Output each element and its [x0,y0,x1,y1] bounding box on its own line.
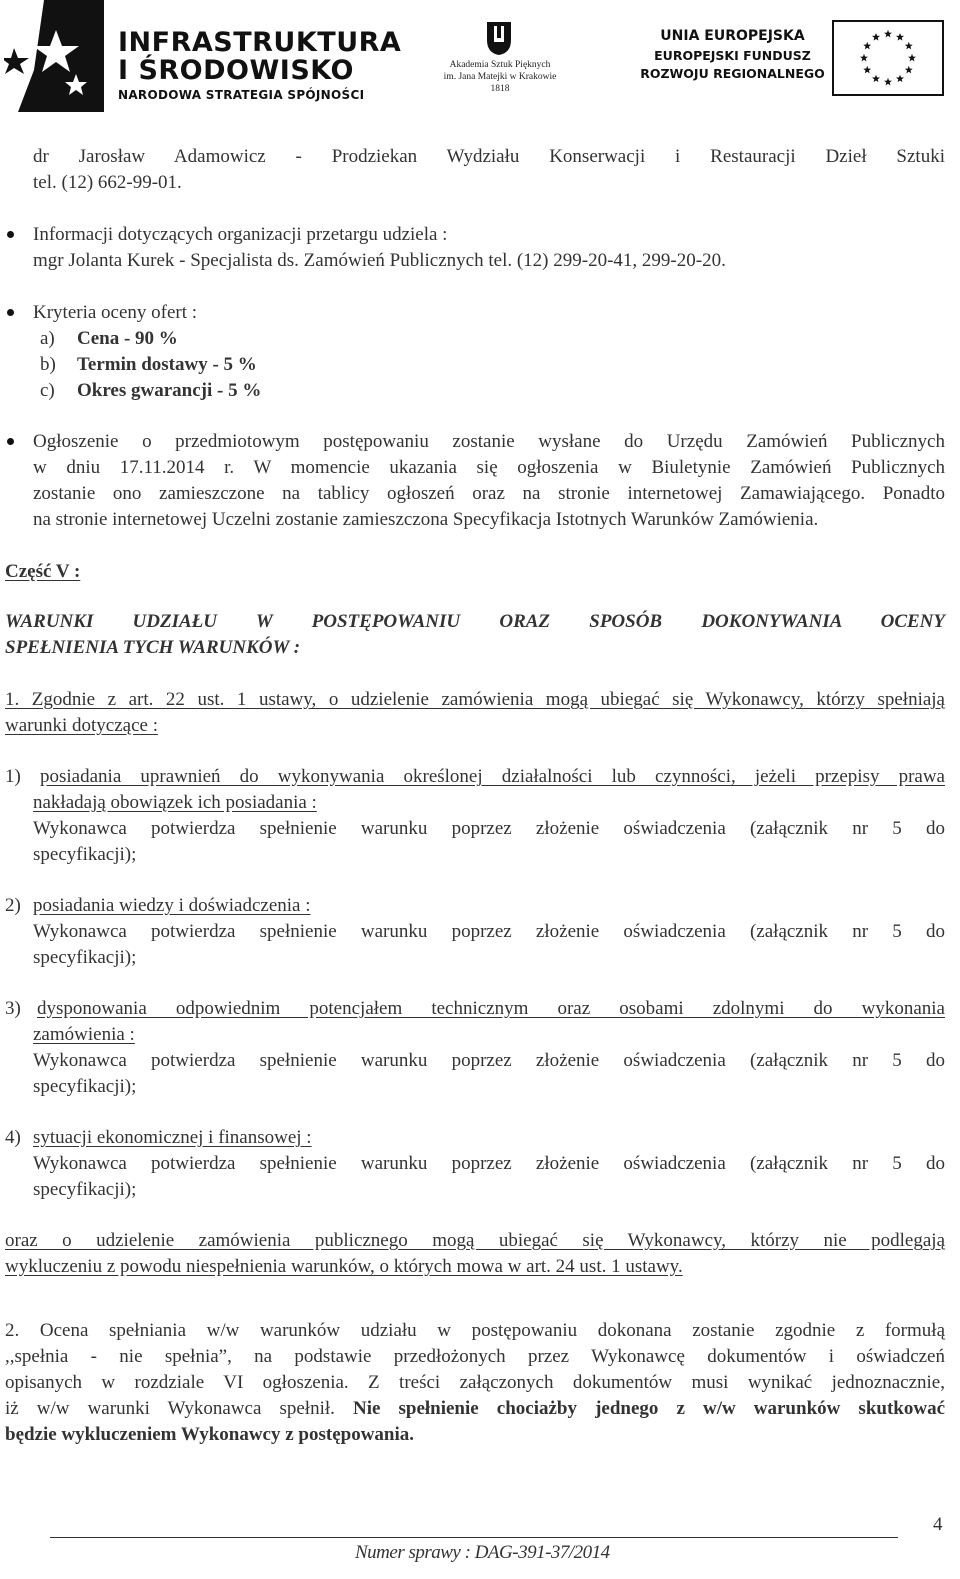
condition-body-line2: specyfikacji); [33,1179,137,1200]
criteria-heading: Kryteria oceny ofert : [33,302,198,323]
bullet-icon [7,231,14,238]
section-title-line1: WARUNKI UDZIAŁU W POSTĘPOWANIU ORAZ SPOSÓB DOKONYWANIA OCENY [5,611,945,632]
point2-line4 [5,1396,945,1422]
page-header [0,0,960,112]
point2-line5-bold: będzie wykluczeniem Wykonawcy z postępowania. [5,1424,415,1445]
bullet-icon [7,438,14,445]
condition-title-line2: nakładają obowiązek ich posiadania : [33,792,317,813]
asp-line2: im. Jana Matejki w Krakowie [443,72,557,82]
announcement-line4: na stronie internetowej Uczelni zostanie zamieszczona Specyfikacja Istotnych Warunków Zamówienia. [33,509,819,530]
condition-number: 3) [5,998,21,1019]
asp-crest-icon [484,20,514,56]
criteria-item-delivery: Termin dostawy - 5 % [77,354,257,375]
bullet-icon [7,309,14,316]
eu-line2: EUROPEJSKI FUNDUSZ [654,48,811,63]
point1-line2: warunki dotyczące : [5,715,158,736]
condition-body-line1: Wykonawca potwierdza spełnienie warunku poprzez złożenie oświadczenia (załącznik nr 5 do [33,1153,945,1174]
section-label: Część V : [5,561,81,582]
condition-title-line1: sytuacji ekonomicznej i finansowej : [33,1127,312,1148]
infrastruktura-srodowisko-logo [4,0,402,112]
logo-title-line1: INFRASTRUKTURA [118,27,402,58]
condition-body-line1: Wykonawca potwierdza spełnienie warunku poprzez złożenie oświadczenia (załącznik nr 5 do [33,1050,945,1071]
announcement-line2: w dniu 17.11.2014 r. W momencie ukazania się ogłoszenia w Biuletynie Zamówień Publicznych [33,457,945,478]
point2-line3: opisanych w rozdziale VI ogłoszenia. Z treści załączonych dokumentów musi wynikać jednoznacznie, [5,1372,945,1393]
page-number: 4 [933,1514,943,1535]
asp-krakow-logo [440,20,560,100]
organization-info-heading: Informacji dotyczących organizacji przetargu udziela : [33,224,448,245]
eu-line1: UNIA EUROPEJSKA [660,28,805,44]
condition-title-line1: posiadania wiedzy i doświadczenia : [33,895,311,916]
asp-line1: Akademia Sztuk Pięknych [449,60,551,70]
logo-title-line2: I ŚRODOWISKO [118,55,354,86]
point2-line4-bold: Nie spełnienie chociażby jednego z w/w warunków skutkować [352,1398,946,1419]
condition-number: 1) [5,766,21,787]
criteria-item-price: Cena - 90 % [77,328,178,349]
condition-title-line1: posiadania uprawnień do wykonywania określonej działalności lub czynności, jeżeli przepisy prawa [40,766,945,787]
condition-body-line2: specyfikacji); [33,1076,137,1097]
exclusion-line2: wykluczeniu z powodu niespełnienia warunków, o których mowa w art. 24 ust. 1 ustawy. [5,1256,683,1277]
eu-fund-logo [640,18,950,98]
point1-line1: 1. Zgodnie z art. 22 ust. 1 ustawy, o udzielenie zamówienia mogą ubiegać się Wykonawcy, którzy spełniają [5,689,945,710]
criteria-letter-a: a) [40,328,55,349]
condition-body-line2: specyfikacji); [33,844,137,865]
announcement-line3: zostanie ono zamieszczone na tablicy ogłoszeń oraz na stronie internetowej Zamawiającego. Ponadto [33,483,945,504]
contact-phone: tel. (12) 662-99-01. [33,172,182,193]
footer-divider [50,1537,898,1538]
condition-number: 4) [5,1127,21,1148]
point2-line4-plain: iż w/w warunki Wykonawca spełnił. [5,1398,353,1419]
criteria-item-warranty: Okres gwarancji - 5 % [77,380,262,401]
condition-body-line1: Wykonawca potwierdza spełnienie warunku poprzez złożenie oświadczenia (załącznik nr 5 do [33,818,945,839]
section-title-line2: SPEŁNIENIA TYCH WARUNKÓW : [5,637,301,658]
exclusion-line1: oraz o udzielenie zamówienia publicznego mogą ubiegać się Wykonawcy, którzy nie podlegają [5,1230,945,1251]
condition-number: 2) [5,895,21,916]
eu-line3: ROZWOJU REGIONALNEGO [640,66,825,81]
point2-line2: ,,spełnia - nie spełnia”, na podstawie przedłożonych przez Wykonawcę dokumentów i oświadczeń [5,1346,945,1367]
asp-line3: 1818 [490,84,510,94]
contact-line1: dr Jarosław Adamowicz - Prodziekan Wydziału Konserwacji i Restauracji Dzieł Sztuki [33,146,945,167]
condition-title-line2: zamówienia : [33,1024,135,1045]
announcement-line1: Ogłoszenie o przedmiotowym postępowaniu zostanie wysłane do Urzędu Zamówień Publicznych [33,431,945,452]
condition-title-line1: dysponowania odpowiednim potencjałem technicznym oraz osobami zdolnymi do wykonania [37,998,945,1019]
criteria-letter-b: b) [40,354,56,375]
condition-body-line1: Wykonawca potwierdza spełnienie warunku poprzez złożenie oświadczenia (załącznik nr 5 do [33,921,945,942]
organization-info-contact: mgr Jolanta Kurek - Specjalista ds. Zamówień Publicznych tel. (12) 299-20-41, 299-20-20. [33,250,726,271]
star-flag-icon [4,0,114,112]
criteria-letter-c: c) [40,380,55,401]
point2-line1: 2. Ocena spełniania w/w warunków udziału w postępowaniu dokonana zostanie zgodnie z formułą [5,1320,945,1341]
eu-flag-icon [832,20,944,96]
condition-body-line2: specyfikacji); [33,947,137,968]
case-number: Numer sprawy : DAG-391-37/2014 [355,1542,610,1563]
logo-subtitle: NARODOWA STRATEGIA SPÓJNOŚCI [118,88,365,102]
